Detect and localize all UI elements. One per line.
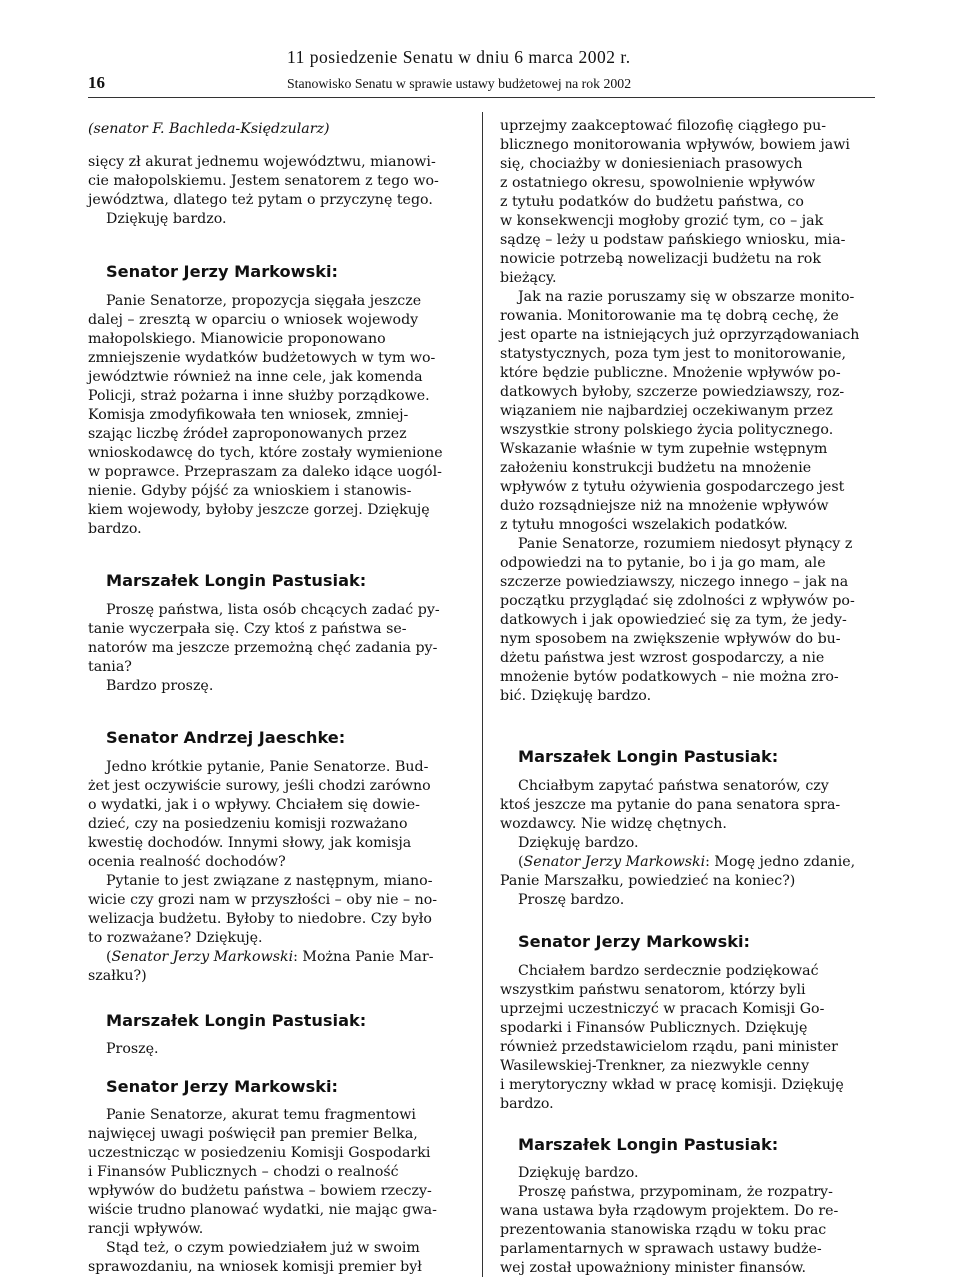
text-line: się, chociażby w doniesieniach prasowych [500, 156, 803, 172]
text-line: Pytanie to jest związane z następnym, miano- [106, 873, 433, 889]
speaker-heading: Marszałek Longin Pastusiak: [518, 1135, 779, 1154]
speaker-heading: Senator Jerzy Markowski: [106, 1077, 338, 1096]
text-line: welizacja budżetu. Byłoby to niedobre. Czy było [88, 911, 432, 927]
text-line: szczerze powiedziawszy, niczego innego – jak na [500, 574, 849, 590]
text-line: Proszę państwa, lista osób chcących zadać py- [106, 602, 440, 618]
interjection-speaker: Senator Jerzy Markowski [523, 854, 706, 870]
text-line: dżetu państwa jest wzrost gospodarczy, a nie [500, 650, 825, 666]
text-line: Jedno krótkie pytanie, Panie Senatorze. Bud- [106, 759, 429, 775]
text-line: dużo rozsądniejsze niż na mnożenie wpływów [500, 498, 829, 514]
text-line: Chciałbym zapytać państwa senatorów, czy [518, 778, 829, 794]
text-line: statystycznych, poza tym jest to monitorowanie, [500, 346, 847, 362]
text-line: wana ustawa była rządowym projektem. Do re- [500, 1203, 839, 1219]
text-line: Bardzo proszę. [106, 678, 214, 694]
text-line: wpływów z tytułu ożywienia gospodarczego jest [500, 479, 845, 495]
text-line: parlamentarnych w sprawach ustawy budże- [500, 1241, 822, 1257]
text-line: jewództwa, dlatego też pytam o przyczynę tego. [88, 192, 433, 208]
text-line: Proszę bardzo. [518, 892, 625, 908]
text-line: wicie czy grozi nam w przyszłości – oby nie – no- [88, 892, 438, 908]
text-line: rancji wpływów. [88, 1221, 204, 1237]
text-line: bardzo. [88, 521, 142, 537]
text-line: wozdawcy. Nie widzę chętnych. [500, 816, 727, 832]
speaker-heading: Marszałek Longin Pastusiak: [106, 571, 367, 590]
text-line: ocenia realność dochodów? [88, 854, 286, 870]
text-line: nowicie potrzebą nowelizacji budżetu na rok [500, 251, 821, 267]
paragraph [500, 117, 859, 706]
interjection-text: : Mogę jedno zdanie, [705, 854, 856, 870]
text-line: i merytoryczny wkład w pracę komisji. Dziękuję [500, 1077, 844, 1093]
text-line: Panie Marszałku, powiedzieć na koniec?) [500, 873, 796, 889]
text-line: mnożenie bytów podatkowych – nie można zro- [500, 669, 839, 685]
text-line: to rozważane? Dziękuję. [88, 930, 263, 946]
text-line: Proszę państwa, przypominam, że rozpatry- [518, 1184, 833, 1200]
text-line: ktoś jeszcze ma pytanie do pana senatora spra- [500, 797, 841, 813]
text-line: Dziękuję bardzo. [518, 835, 639, 851]
text-line: które będzie publiczne. Mnożenie wpływów po- [500, 365, 841, 381]
header-title: 11 posiedzenie Senatu w dniu 6 marca 2002 r. [287, 47, 631, 67]
speaker-heading: Marszałek Longin Pastusiak: [106, 1011, 367, 1030]
text-line: początku przyglądać się zdolności z wpływów po- [500, 593, 855, 609]
paragraph [500, 777, 855, 910]
speaker-heading: Senator Jerzy Markowski: [518, 932, 750, 951]
paragraph [88, 758, 437, 986]
text-line: Policji, straż pożarna i inne służby porządkowe. [88, 388, 430, 404]
speaker-heading: Senator Jerzy Markowski: [106, 262, 338, 281]
paragraph [500, 962, 844, 1114]
speaker-continuation-note: (senator F. Bachleda-Księdzularz) [88, 121, 330, 137]
text-line: odpowiedzi na to pytanie, bo i ja go mam, ale [500, 555, 826, 571]
text-line: nienie. Gdyby pójść za wnioskiem i stanowis- [88, 483, 412, 499]
paragraph [88, 1040, 159, 1059]
text-line: bieżący. [500, 270, 557, 286]
text-line: jewództwie również na inne cele, jak komenda [88, 369, 423, 385]
paragraph [500, 1164, 838, 1278]
speaker-heading: Senator Andrzej Jaeschke: [106, 728, 346, 747]
interjection-text: : Można Panie Mar- [293, 949, 434, 965]
text-line: z ostatniego okresu, spowolnienie wpływów [500, 175, 816, 191]
text-line: Komisja zmodyfikowała ten wniosek, zmniej- [88, 407, 409, 423]
text-line: w poprawce. Przepraszam za daleko idące uogól- [88, 464, 442, 480]
text-line: nym sposobem na zwiększenie wpływów do bu- [500, 631, 841, 647]
text-line: najwięcej uwagi poświęcił pan premier Belka, [88, 1126, 418, 1142]
text-line: rowania. Monitorowanie ma tę dobrą cechę, że [500, 308, 839, 324]
text-line: Chciałem bardzo serdecznie podziękować [518, 963, 819, 979]
text-line: o wydatki, jak i o wpływy. Chciałem się dowie- [88, 797, 420, 813]
text-line: założeniu konstrukcji budżetu na mnożenie [500, 460, 812, 476]
text-line: wnioskodawcę do tych, które zostały wymienione [88, 445, 443, 461]
text-line: cie małopolskiemu. Jestem senatorem z tego wo- [88, 173, 439, 189]
text-line: również przedstawicielom rządu, pani minister [500, 1039, 838, 1055]
text-line: zmniejszenie wydatków budżetowych w tym wo- [88, 350, 436, 366]
text-line: sięcy zł akurat jednemu województwu, mianowi- [88, 154, 436, 170]
text-line: tanie wyczerpała się. Czy ktoś z państwa se- [88, 621, 407, 637]
text-line: wpływów do budżetu państwa – bowiem rzeczy- [88, 1183, 432, 1199]
text-line: z tytułu mnogości wszelakich podatków. [500, 517, 788, 533]
column-divider [482, 112, 483, 1277]
text-line: Panie Senatorze, rozumiem niedosyt płynący z [518, 536, 853, 552]
header-subtitle: Stanowisko Senatu w sprawie ustawy budżetowej na rok 2002 [287, 76, 632, 91]
speaker-heading: Marszałek Longin Pastusiak: [518, 747, 779, 766]
text-line: uczestnicząc w posiedzeniu Komisji Gospodarki [88, 1145, 431, 1161]
text-line: spodarki i Finansów Publicznych. Dziękuję [500, 1020, 808, 1036]
text-line: kwestię dochodów. Innymi słowy, jak komisja [88, 835, 412, 851]
page-number: 16 [88, 73, 105, 92]
text-line: prezentowania stanowiska rządu w toku prac [500, 1222, 827, 1238]
page-header [0, 0, 960, 100]
text-line: małopolskiego. Mianowicie proponowano [88, 331, 386, 347]
paragraph [88, 601, 440, 696]
text-line: szając liczbę źródeł zaproponowanych przez [88, 426, 407, 442]
text-line: dzieć, czy na posiedzeniu komisji rozważano [88, 816, 408, 832]
text-line: datkowych i jak opowiedzieć się za tym, że jedy- [500, 612, 847, 628]
text-line: w konsekwencji mogłoby grozić tym, co – jak [500, 213, 824, 229]
text-line: uprzejmy zaakceptować filozofię ciągłego pu- [500, 118, 827, 134]
text-line: i Finansów Publicznych – chodzi o realność [88, 1164, 399, 1180]
text-line: wszystkie strony polskiego życia politycznego. [500, 422, 834, 438]
interjection-note: (Senator Jerzy Markowski: Można Panie Mar- [106, 949, 434, 965]
text-line: sądzę – leży u podstaw pańskiego wniosku, mia- [500, 232, 846, 248]
text-line: wiście trudno planować wydatki, nie mając gwa- [88, 1202, 437, 1218]
text-line: wiązaniem nie najbardziej oczekiwanym przez [500, 403, 833, 419]
text-line: Panie Senatorze, propozycja sięgała jeszcze [106, 293, 422, 309]
text-line: uprzejmi uczestniczyć w pracach Komisji Go- [500, 1001, 825, 1017]
paragraph [88, 1106, 437, 1277]
interjection-speaker: Senator Jerzy Markowski [111, 949, 294, 965]
text-line: Wasilewskiej-Trenkner, za niezwykle cenny [500, 1058, 810, 1074]
paragraph [88, 292, 443, 539]
header-rule [88, 97, 875, 98]
text-line: Stąd też, o czym powiedziałem już w swoim [106, 1240, 420, 1256]
text-line: dalej – zresztą w oparciu o wniosek wojewody [88, 312, 419, 328]
text-line: wszystkim państwu senatorom, którzy byli [500, 982, 806, 998]
text-line: blicznego monitorowania wpływów, bowiem jawi [500, 137, 850, 153]
text-line: jest oparte na istniejących już oprzyrządowaniach [500, 327, 860, 343]
text-line: natorów ma jeszcze przemożną chęć zadania py- [88, 640, 438, 656]
text-line: Proszę. [106, 1041, 159, 1057]
text-line: wej został upoważniony minister finansów. [500, 1260, 807, 1276]
text-line: kiem wojewody, byłoby jeszcze gorzej. Dziękuję [88, 502, 430, 518]
text-line: szałku?) [88, 968, 147, 984]
text-line: Dziękuję bardzo. [518, 1165, 639, 1181]
paragraph [88, 153, 439, 229]
text-line: żet jest oczywiście surowy, jeśli chodzi zarówno [88, 778, 431, 794]
text-line: Jak na razie poruszamy się w obszarze monito- [518, 289, 855, 305]
text-line: z tytułu podatków do budżetu państwa, co [500, 194, 804, 210]
text-line: bić. Dziękuję bardzo. [500, 688, 652, 704]
text-line: tania? [88, 659, 132, 675]
text-line: bardzo. [500, 1096, 554, 1112]
text-line: Panie Senatorze, akurat temu fragmentowi [106, 1107, 416, 1123]
text-line: Dziękuję bardzo. [106, 211, 227, 227]
text-line: sprawozdaniu, na wniosek komisji premier był [88, 1259, 422, 1275]
text-line: Wskazanie właśnie w tym zupełnie wstępnym [500, 441, 828, 457]
interjection-note: (Senator Jerzy Markowski: Mogę jedno zdanie, [518, 854, 856, 870]
text-line: datkowych byłoby, szczerze powiedziawszy, roz- [500, 384, 845, 400]
